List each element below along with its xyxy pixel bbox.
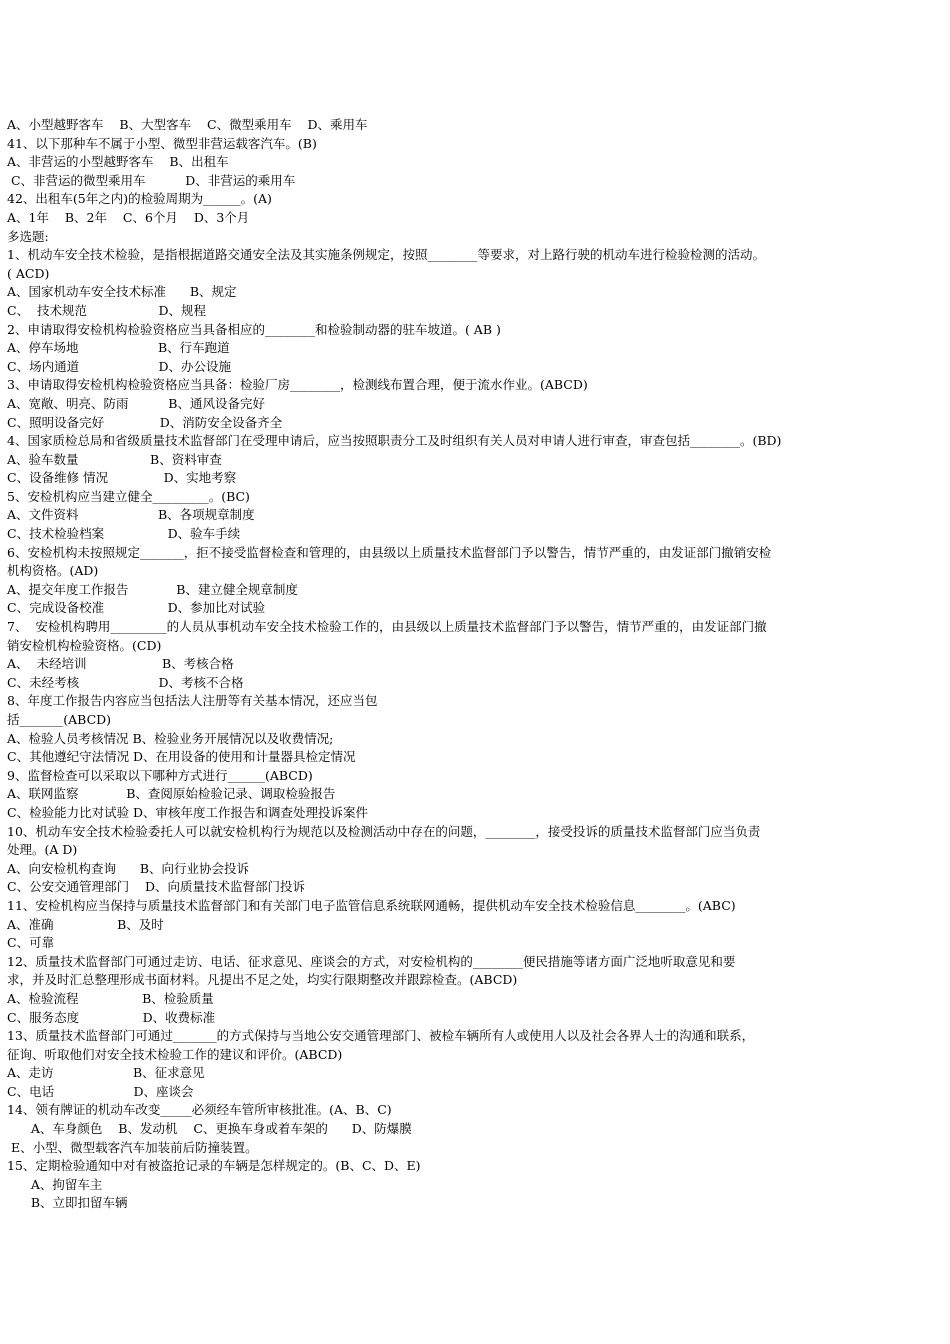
text-line: C、未经考核 D、考核不合格 <box>7 674 244 690</box>
text-line: C、设备维修 情况 D、实地考察 <box>7 470 237 486</box>
text-line: A、向安检机构查询 B、向行业协会投诉 <box>7 860 250 876</box>
text-line: 括_______(ABCD) <box>7 712 112 727</box>
text-line: C、服务态度 D、收费标准 <box>7 1009 216 1025</box>
text-line: A、联网监察 B、查阅原始检验记录、调取检验报告 <box>7 786 336 802</box>
text-line: C、场内通道 D、办公设施 <box>7 358 232 374</box>
text-line: C、照明设备完好 D、消防安全设备齐全 <box>7 414 283 430</box>
text-line: A、车身颜色 B、发动机 C、更换车身或着车架的 D、防爆膜 <box>7 1121 412 1137</box>
text-line: A、 未经培训 B、考核合格 <box>7 656 234 672</box>
text-line: A、准确 B、及时 <box>7 916 164 932</box>
text-line: C、技术检验档案 D、验车手续 <box>7 526 241 542</box>
text-line: C、公安交通管理部门 D、向质量技术监督部门投诉 <box>7 879 305 895</box>
text-line: A、宽敞、明亮、防雨 B、通风设备完好 <box>7 395 265 411</box>
text-line: A、文件资料 B、各项规章制度 <box>7 507 255 523</box>
text-line: C、完成设备校准 D、参加比对试验 <box>7 600 266 616</box>
text-line: 征询、听取他们对安全技术检验工作的建议和评价。(ABCD) <box>7 1046 343 1062</box>
text-line: 多选题: <box>7 228 49 244</box>
text-line: E、小型、微型载客汽车加装前后防撞装置。 <box>7 1139 258 1155</box>
text-line: 10、机动车安全技术检验委托人可以就安检机构行为规范以及检测活动中存在的问题，________，接受投诉的质量技术监督部门应当负责 <box>7 823 761 839</box>
text-line: 8、年度工作报告内容应当包括法人注册等有关基本情况，还应当包 <box>7 693 378 709</box>
text-line: C、非营运的微型乘用车 D、非营运的乘用车 <box>7 172 296 188</box>
text-line: A、1年 B、2年 C、6个月 D、3个月 <box>7 209 250 225</box>
text-line: 处理。(A D) <box>7 842 78 858</box>
text-line: C、电话 D、座谈会 <box>7 1083 194 1099</box>
text-line: 2、申请取得安检机构检验资格应当具备相应的________和检验制动器的驻车坡道。( AB ) <box>7 321 501 337</box>
text-line: 销安检机构检验资格。(CD) <box>7 637 162 653</box>
text-line: ( ACD) <box>7 265 50 281</box>
text-line: 15、定期检验通知中对有被盗抢记录的车辆是怎样规定的。(B、C、D、E) <box>7 1158 421 1174</box>
text-line: A、小型越野客车 B、大型客车 C、微型乘用车 D、乘用车 <box>7 117 368 132</box>
text-line: 4、国家质检总局和省级质量技术监督部门在受理申请后，应当按照职责分工及时组织有关人员对申请人进行审查，审查包括________。(BD) <box>7 433 782 449</box>
text-line: C、其他遵纪守法情况 D、在用设备的使用和计量器具检定情况 <box>7 749 356 765</box>
text-line: 14、领有牌证的机动车改变_____必须经车管所审核批准。(A、B、C) <box>7 1102 392 1118</box>
text-line: 5、安检机构应当建立健全_________。(BC) <box>7 488 250 504</box>
text-line: 求，并及时汇总整理形成书面材料。凡提出不足之处，均实行限期整改并跟踪检查。(ABCD) <box>7 972 518 988</box>
text-line: 13、质量技术监督部门可通过_______的方式保持与当地公安交通管理部门、被检车辆所有人或使用人以及社会各界人士的沟通和联系， <box>7 1028 755 1044</box>
text-line: 11、安检机构应当保持与质量技术监督部门和有关部门电子监管信息系统联网通畅，提供机动车安全技术检验信息________。(ABC) <box>7 897 736 913</box>
text-line: A、验车数量 B、资料审查 <box>7 451 222 467</box>
text-line: 9、监督检查可以采取以下哪种方式进行______(ABCD) <box>7 767 313 783</box>
text-line: 3、申请取得安检机构检验资格应当具备：检验厂房________，检测线布置合理，便于流水作业。(ABCD) <box>7 377 588 393</box>
text-line: B、立即扣留车辆 <box>7 1195 128 1211</box>
text-line: 6、安检机构未按照规定_______，拒不接受监督检查和管理的，由县级以上质量技术监督部门予以警告，情节严重的，由发证部门撤销安检 <box>7 544 772 560</box>
document-page <box>7 116 937 1213</box>
text-line: 7、 安检机构聘用_________的人员从事机动车安全技术检验工作的，由县级以上质量技术监督部门予以警告，情节严重的，由发证部门撤 <box>7 619 767 635</box>
text-line: A、检验人员考核情况 B、检验业务开展情况以及收费情况; <box>7 730 334 746</box>
text-line: A、非营运的小型越野客车 B、出租车 <box>7 154 229 170</box>
text-line: A、走访 B、征求意见 <box>7 1065 205 1081</box>
text-line: 1、机动车安全技术检验，是指根据道路交通安全法及其实施条例规定，按照________等要求，对上路行驶的机动车进行检验检测的活动。 <box>7 247 765 263</box>
text-line: A、提交年度工作报告 B、建立健全规章制度 <box>7 581 298 597</box>
text-line: A、检验流程 B、检验质量 <box>7 990 214 1006</box>
text-line: A、拘留车主 <box>7 1176 103 1192</box>
text-line: C、 技术规范 D、规程 <box>7 302 207 318</box>
text-line: 12、质量技术监督部门可通过走访、电话、征求意见、座谈会的方式，对安检机构的________便民措施等诸方面广泛地听取意见和要 <box>7 953 736 969</box>
text-line: 机构资格。(AD) <box>7 563 99 579</box>
text-line: A、国家机动车安全技术标准 B、规定 <box>7 284 237 300</box>
text-line: C、可靠 <box>7 935 55 951</box>
text-line: 42、出租车(5年之内)的检验周期为______。(A) <box>7 191 272 207</box>
text-line: C、检验能力比对试验 D、审核年度工作报告和调查处理投诉案件 <box>7 804 369 820</box>
text-line: 41、以下那种车不属于小型、微型非营运载客汽车。(B) <box>7 135 317 151</box>
text-line: A、停车场地 B、行车跑道 <box>7 340 230 356</box>
